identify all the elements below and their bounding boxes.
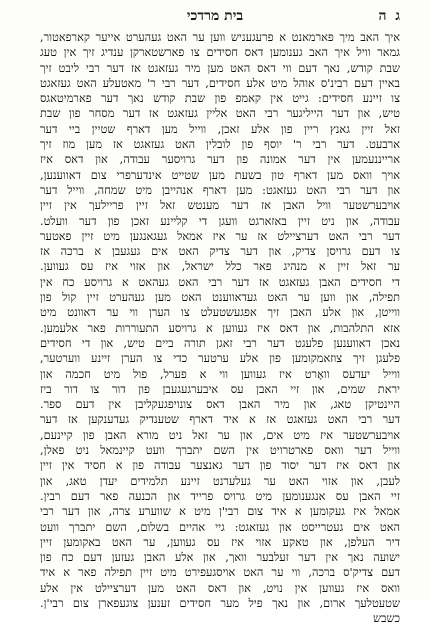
text-line: שבת קודש, נאך דעם ווי דאס האט מען מיר געזאגט אז דער רבי ליבט זיך xyxy=(40,61,400,75)
text-line: לעבן, און אזוי האט ער געלערנט זיינע תלמידים יעדן טאג, און xyxy=(40,474,400,488)
text-line: ווייל דער וואס פארטרויט אין השם יתברך וועט קיינמאל ניט פאלן, xyxy=(40,444,400,458)
text-line: איך האב מיך פארמאנט א פרעגעניש ווען ער האט געהערט אייער קארפאטור, xyxy=(40,31,400,44)
text-line: פלעגן זיך צוזאמקומען פון אלע ערטער כדי צו הערן זיינע ווערטער, xyxy=(40,352,400,366)
text-line: ארבעט. דער רבי ר' יוסף פון לובלין האט געזאגט אז מען מוז זיך xyxy=(40,138,400,152)
text-line: גמאר וויל איך האב גענומען דאס חסידים צו פארשטארקן ענדיג זיך אין טעג xyxy=(40,46,400,60)
text-line: צו זיינע חסידים: גייט אין קאמפ פון שבת קודש נאך דער פארמיטאגס xyxy=(40,92,400,106)
text-line: ער זאל זיין א מנהיג פאר כלל ישראל, און אזוי איז עס געווען. xyxy=(40,260,400,274)
text-line: היינטיקן טאג, און מיר האבן דאס צונויפגעקליבן אין דעם ספר. xyxy=(40,398,400,412)
text-line: ישועה נאך אין דער זעלבער וואך, און אלע האבן געזען דעם כח פון xyxy=(40,551,400,565)
page-number: ג ה xyxy=(378,8,402,24)
text-line: אויבערשטער וויל האבן אז דער מענטש זאל זיין פריילעך אין זיין xyxy=(40,199,400,213)
text-line: דיר העלפן, און טאקע אזוי איז עס געווען, ער האט באקומען זיין xyxy=(40,535,400,549)
text-line: אויבערשטער איז מיט אים, און ער זאל ניט מורא האבן פון קיינעם, xyxy=(40,428,400,442)
body-text xyxy=(40,30,400,627)
text-line: שטעטלעך ארום, און נאך פיל מער חסידים זענען צוגעפארן צום רבי'ן. xyxy=(40,596,400,610)
text-line: ווייטן, און אלע האבן זיך אפגעשטעלט צו הערן ווי ער דאוונט מיט xyxy=(40,306,400,320)
text-line: אויך וואס מען דארף טון בשעת מען שטייט אינדערפרי צום דאווענען, xyxy=(40,168,400,182)
text-line: וואס איז געווען אין נויט, און דאס האט מען דערציילט אין אלע xyxy=(40,581,400,595)
text-line: אמאל איז געקומען א איד צום רבי'ן מיט א שווערע צרה, און דער רבי xyxy=(40,505,400,519)
text-line: דעם צדיק'ס ברכה, ווי ער האט אויסגעפירט מיט זיין תפילה פאר א איד xyxy=(40,566,400,580)
text-line: טיש, און דער הייליגער רבי האט אליין געזאגט אז דער מסחר פון שבת xyxy=(40,107,400,121)
text-line: כשבש xyxy=(373,612,400,626)
text-line: תפילה, און ווען ער האט געדאווענט האט מען געהערט זיין קול פון xyxy=(40,291,400,305)
text-line: דער רבי האט דערציילט אז ער איז אמאל געגאנגען מיט זיין פאטער xyxy=(40,229,400,243)
text-line: זיי האבן עס אנגענומען מיט גרויס פרייד און הכנעה פאר דעם רבין. xyxy=(40,489,400,503)
text-line: די חסידים האבן געזאגט אז דער רבי האט געהאט א גרויסע כח אין xyxy=(40,275,400,289)
text-line: דער רבי האט געזאגט אז א איד דארף שטענדיק געדענקען אז דער xyxy=(40,413,400,427)
text-line: און דאס איז דער יסוד פון דער גאנצער עבודה פון א חסיד אין זיין xyxy=(40,459,400,473)
text-line: ארייננעמען אין דער אמונה פון דער גרויסער עבודה, און דאס איז xyxy=(40,153,400,167)
text-line: עבודה, און ניט זיין באזארגט וועגן די קליינע זאכן פון דער וועלט. xyxy=(40,214,400,228)
text-line: צו דעם גרויסן צדיק, און דער צדיק האט אים געגעבן א ברכה אז xyxy=(40,245,400,259)
text-line: האט אים געטרייסט און געזאגט: גיי אהיים בשלום, השם יתברך וועט xyxy=(40,520,400,534)
text-line: אזא התלהבות, און דאס איז געווען א גרויסע התעוררות פאר אלעמען. xyxy=(40,321,400,335)
text-line: באיין דעם רבינ'ס אוהל מיט אלע חסידים, דער רבי ר' מאטעלע האט געזאגט xyxy=(40,76,400,90)
text-line: זאל זיין גאנץ ריין פון אלע זאכן, ווייל מען דארף שטיין ביי דער xyxy=(40,122,400,136)
running-title: בית מרדכי xyxy=(186,8,244,24)
text-line: נאכן דאווענען פלעגט דער רבי זאגן תורה ביים טיש, און די חסידים xyxy=(40,336,400,350)
text-line: ווייל יעדעס וואָרט איז געווען ווי א פערל, פול מיט חכמה און xyxy=(40,367,400,381)
text-line: און דער רבי האט געזאגט: מען דארף אנהייבן מיט שמחה, ווייל דער xyxy=(40,183,400,197)
page-header xyxy=(0,6,430,28)
text-line: יראת שמים, און זיי האבן עס איבערגעגעבן פון דור צו דור ביז xyxy=(40,382,400,396)
